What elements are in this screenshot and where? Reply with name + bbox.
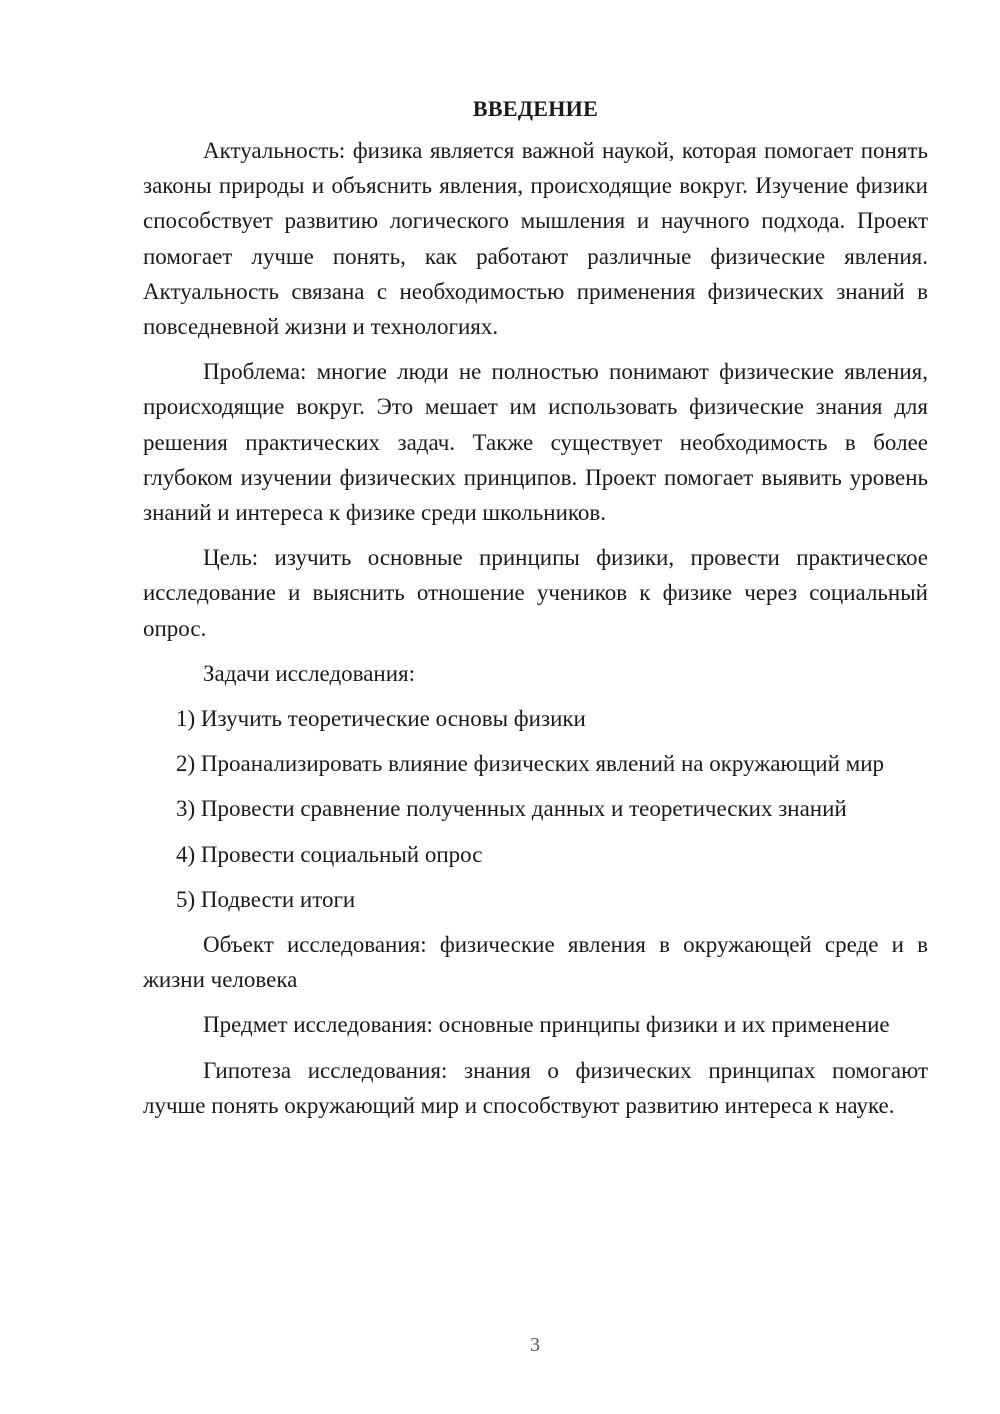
paragraph-relevance: Актуальность: физика является важной наукой, которая помогает понять законы природы и объяснить явления, происходящие вокруг. Изучение физики способствует развитию логического мышления и научного подхода. Проект помогает лучше понять, как работают различные физические явления. Актуальность связана с необходимостью применения физических знаний в повседневной жизни и технологиях. [143, 138, 928, 340]
task-item-1: 1) Изучить теоретические основы физики [176, 706, 586, 732]
page-content [143, 93, 928, 1133]
tasks-list [143, 701, 928, 917]
paragraph-hypothesis: Гипотеза исследования: знания о физических принципах помогают лучше понять окружающий мир и способствуют развитию интереса к науке. [143, 1057, 928, 1118]
paragraph-goal: Цель: изучить основные принципы физики, провести практическое исследование и выяснить отношение учеников к физике через социальный опрос. [143, 545, 928, 641]
task-item-3: 3) Провести сравнение полученных данных и теоретических знаний [176, 796, 847, 822]
task-item-4: 4) Провести социальный опрос [176, 841, 483, 867]
paragraph-subject: Предмет исследования: основные принципы физики и их применение [203, 1012, 890, 1038]
task-item-2: 2) Проанализировать влияние физических явлений на окружающий мир [176, 751, 885, 777]
section-title: ВВЕДЕНИЕ [472, 96, 599, 121]
paragraph-problem: Проблема: многие люди не полностью понимают физические явления, происходящие вокруг. Это мешает им использовать физические знания для решения практических задач. Также существует необходимость в более глубоком изучении физических принципов. Проект помогает выявить уровень знаний и интереса к физике среди школьников. [143, 359, 928, 526]
tasks-heading: Задачи исследования: [203, 660, 416, 686]
task-item-5: 5) Подвести итоги [176, 886, 356, 912]
page-number: 3 [530, 1334, 540, 1356]
paragraph-object: Объект исследования: физические явления в окружающей среде и в жизни человека [143, 932, 928, 993]
